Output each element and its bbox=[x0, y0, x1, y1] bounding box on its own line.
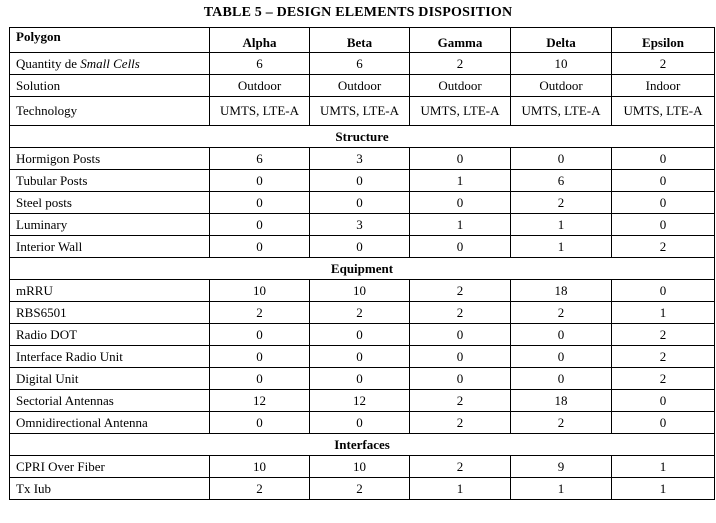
row-label: Sectorial Antennas bbox=[10, 390, 210, 412]
row-label: Omnidirectional Antenna bbox=[10, 412, 210, 434]
row-label-italic: Small Cells bbox=[80, 55, 140, 71]
table-cell: 2 bbox=[410, 302, 511, 324]
column-header: Alpha bbox=[210, 28, 310, 53]
table-cell: 0 bbox=[210, 236, 310, 258]
design-elements-table bbox=[9, 27, 715, 500]
table-cell: 2 bbox=[410, 53, 511, 75]
table-cell: 0 bbox=[410, 346, 511, 368]
table-title: TABLE 5 – DESIGN ELEMENTS DISPOSITION bbox=[203, 5, 513, 20]
row-label: Luminary bbox=[10, 214, 210, 236]
table-cell: 0 bbox=[511, 324, 612, 346]
table-cell: 0 bbox=[410, 324, 511, 346]
table-cell: 2 bbox=[410, 456, 511, 478]
table-cell: 0 bbox=[310, 346, 410, 368]
table-cell: 0 bbox=[511, 368, 612, 390]
table-cell: 0 bbox=[511, 148, 612, 170]
section-title: Equipment bbox=[10, 258, 715, 280]
table-cell: 0 bbox=[410, 236, 511, 258]
table-cell: 2 bbox=[210, 478, 310, 500]
row-label: Hormigon Posts bbox=[10, 148, 210, 170]
row-label: CPRI Over Fiber bbox=[10, 456, 210, 478]
row-label-prefix: Quantity de bbox=[16, 55, 81, 71]
row-label: Tubular Posts bbox=[10, 170, 210, 192]
table-row bbox=[10, 346, 715, 368]
table-cell: 2 bbox=[310, 478, 410, 500]
table-cell: 1 bbox=[511, 214, 612, 236]
table-row bbox=[10, 236, 715, 258]
table-cell: 0 bbox=[210, 170, 310, 192]
table-cell: 0 bbox=[210, 214, 310, 236]
table-row bbox=[10, 214, 715, 236]
table-cell: 0 bbox=[310, 412, 410, 434]
technology-row bbox=[10, 97, 715, 126]
table-cell: 12 bbox=[210, 390, 310, 412]
table-cell: 3 bbox=[310, 148, 410, 170]
table-cell: 0 bbox=[612, 412, 715, 434]
table-cell: UMTS, LTE-A bbox=[210, 97, 310, 126]
section-header-row bbox=[10, 434, 715, 456]
table-row bbox=[10, 324, 715, 346]
table-cell: Outdoor bbox=[410, 75, 511, 97]
header-row bbox=[10, 28, 715, 53]
row-label: Radio DOT bbox=[10, 324, 210, 346]
table-cell: 0 bbox=[410, 148, 511, 170]
row-label: Steel posts bbox=[10, 192, 210, 214]
table-row bbox=[10, 478, 715, 500]
table-cell: 0 bbox=[310, 170, 410, 192]
table-cell: UMTS, LTE-A bbox=[310, 97, 410, 126]
table-row bbox=[10, 412, 715, 434]
table-cell: 18 bbox=[511, 280, 612, 302]
table-cell: 6 bbox=[210, 148, 310, 170]
table-cell: 0 bbox=[210, 324, 310, 346]
table-cell: 0 bbox=[310, 368, 410, 390]
table-row bbox=[10, 390, 715, 412]
table-cell: 10 bbox=[310, 280, 410, 302]
table-cell: 1 bbox=[410, 478, 511, 500]
row-label: Digital Unit bbox=[10, 368, 210, 390]
table-cell: 0 bbox=[612, 214, 715, 236]
row-label: Solution bbox=[10, 75, 210, 97]
table-cell: 2 bbox=[612, 368, 715, 390]
table-cell: UMTS, LTE-A bbox=[612, 97, 715, 126]
table-cell: 1 bbox=[410, 170, 511, 192]
table-cell: 9 bbox=[511, 456, 612, 478]
table-cell: 0 bbox=[210, 192, 310, 214]
table-cell: 2 bbox=[410, 390, 511, 412]
table-cell: 2 bbox=[612, 346, 715, 368]
table-cell: 0 bbox=[511, 346, 612, 368]
table-cell: 0 bbox=[210, 368, 310, 390]
table-cell: 10 bbox=[210, 280, 310, 302]
table-cell: 0 bbox=[210, 346, 310, 368]
table-row bbox=[10, 302, 715, 324]
quantity-row bbox=[10, 53, 715, 75]
table-row bbox=[10, 368, 715, 390]
section-header-row bbox=[10, 126, 715, 148]
column-header: Delta bbox=[511, 28, 612, 53]
table-row bbox=[10, 148, 715, 170]
table-cell: 6 bbox=[210, 53, 310, 75]
table-cell: 2 bbox=[612, 53, 715, 75]
section-title: Interfaces bbox=[10, 434, 715, 456]
column-header: Beta bbox=[310, 28, 410, 53]
table-cell: 2 bbox=[310, 302, 410, 324]
table-cell: 2 bbox=[511, 192, 612, 214]
table-cell: 1 bbox=[612, 302, 715, 324]
table-cell: 2 bbox=[410, 280, 511, 302]
table-cell: 10 bbox=[511, 53, 612, 75]
table-cell: 0 bbox=[612, 390, 715, 412]
table-cell: Outdoor bbox=[210, 75, 310, 97]
solution-row bbox=[10, 75, 715, 97]
table-cell: 0 bbox=[310, 236, 410, 258]
table-cell: 0 bbox=[310, 324, 410, 346]
column-header: Epsilon bbox=[612, 28, 715, 53]
row-label: RBS6501 bbox=[10, 302, 210, 324]
table-cell: 1 bbox=[511, 236, 612, 258]
row-label: mRRU bbox=[10, 280, 210, 302]
table-row bbox=[10, 456, 715, 478]
table-cell: 0 bbox=[612, 170, 715, 192]
table-cell: 0 bbox=[410, 192, 511, 214]
table-cell: 1 bbox=[612, 478, 715, 500]
table-cell: Outdoor bbox=[310, 75, 410, 97]
table-cell: 6 bbox=[310, 53, 410, 75]
table-cell: UMTS, LTE-A bbox=[410, 97, 511, 126]
row-label: Interface Radio Unit bbox=[10, 346, 210, 368]
table-cell: 1 bbox=[511, 478, 612, 500]
row-label: Technology bbox=[10, 97, 210, 126]
table-cell: 1 bbox=[612, 456, 715, 478]
section-header-row bbox=[10, 258, 715, 280]
row-label: Tx Iub bbox=[10, 478, 210, 500]
table-cell: 6 bbox=[511, 170, 612, 192]
table-cell: UMTS, LTE-A bbox=[511, 97, 612, 126]
table-cell: 18 bbox=[511, 390, 612, 412]
table-cell: 0 bbox=[310, 192, 410, 214]
section-title: Structure bbox=[10, 126, 715, 148]
table-cell: Outdoor bbox=[511, 75, 612, 97]
table-cell: 10 bbox=[310, 456, 410, 478]
table-cell: Indoor bbox=[612, 75, 715, 97]
row-label bbox=[10, 53, 210, 75]
header-label: Polygon bbox=[10, 28, 210, 53]
table-cell: 2 bbox=[612, 324, 715, 346]
table-cell: 2 bbox=[511, 302, 612, 324]
table-cell: 2 bbox=[511, 412, 612, 434]
table-cell: 2 bbox=[612, 236, 715, 258]
table-cell: 0 bbox=[210, 412, 310, 434]
table-cell: 0 bbox=[612, 280, 715, 302]
table-cell: 3 bbox=[310, 214, 410, 236]
table-cell: 2 bbox=[410, 412, 511, 434]
table-cell: 1 bbox=[410, 214, 511, 236]
table-cell: 0 bbox=[410, 368, 511, 390]
table-row bbox=[10, 192, 715, 214]
row-label: Interior Wall bbox=[10, 236, 210, 258]
table-cell: 10 bbox=[210, 456, 310, 478]
table-row bbox=[10, 280, 715, 302]
table-cell: 12 bbox=[310, 390, 410, 412]
table-row bbox=[10, 170, 715, 192]
column-header: Gamma bbox=[410, 28, 511, 53]
table-cell: 2 bbox=[210, 302, 310, 324]
table-cell: 0 bbox=[612, 192, 715, 214]
table-cell: 0 bbox=[612, 148, 715, 170]
